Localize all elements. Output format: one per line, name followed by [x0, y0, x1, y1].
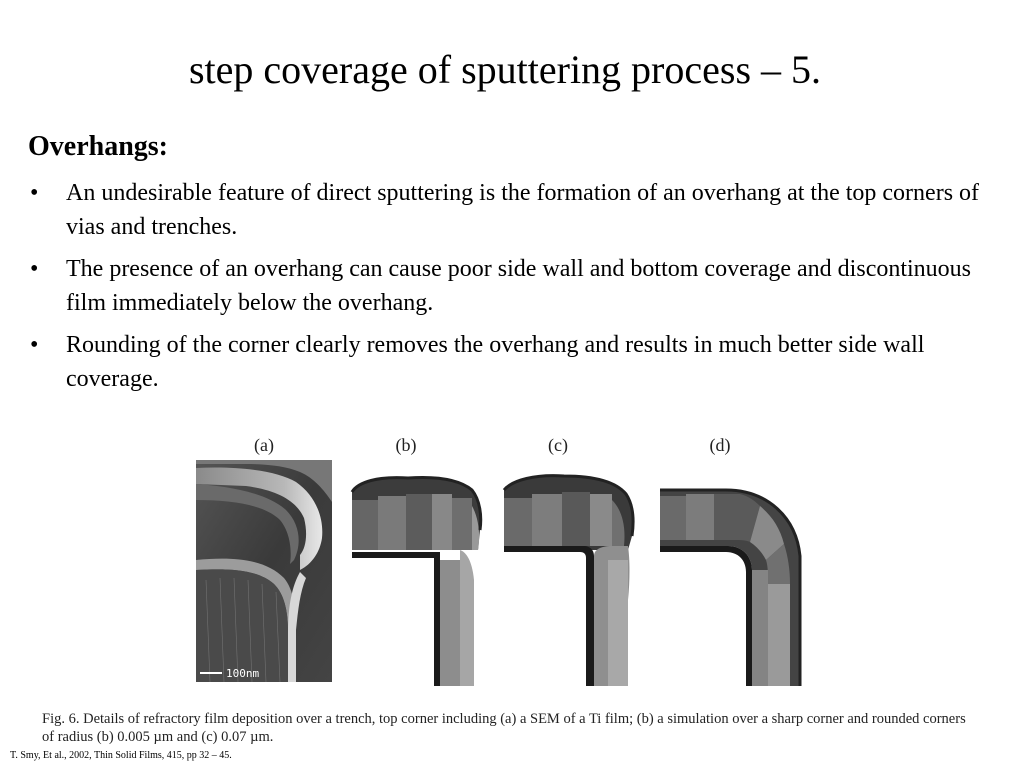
bullet-marker: • [30, 332, 39, 358]
panel-label-d: (d) [709, 435, 731, 455]
panel-label-a: (a) [254, 435, 274, 455]
reference-citation: T. Smy, Et al., 2002, Thin Solid Films, 415, pp 32 – 45. [10, 750, 232, 761]
bullet-item [28, 328, 993, 396]
bullet-list [28, 176, 993, 404]
figure-caption: Fig. 6. Details of refractory film deposition over a trench, top corner including (a) a SEM of a Ti film; (b) a simulation over a sharp corner and rounded corners of radius (b) 0.005 µm and (c) 0.07 µm. [42, 711, 966, 745]
bullet-text: The presence of an overhang can cause poor side wall and bottom coverage and discontinuous film immediately below the overhang. [66, 256, 972, 316]
panel-label-c: (c) [548, 435, 568, 455]
bullet-marker: • [30, 180, 39, 206]
trench-deposition-figure [190, 430, 820, 690]
bullet-item [28, 252, 993, 320]
simulation-panel-sharp-corner [348, 460, 498, 686]
bullet-text: An undesirable feature of direct sputtering is the formation of an overhang at the top corners of vias and trenches. [66, 180, 980, 240]
slide-title: step coverage of sputtering process – 5. [188, 47, 822, 92]
panel-label-b: (b) [395, 435, 417, 455]
simulation-panel-radius-007 [656, 460, 806, 686]
bullet-text: Rounding of the corner clearly removes the overhang and results in much better side wall coverage. [66, 332, 925, 392]
bullet-item [28, 176, 993, 244]
scale-bar-label: 100nm [226, 667, 260, 680]
simulation-panel-radius-0005 [500, 460, 650, 686]
sem-image-panel [196, 460, 332, 682]
bullet-marker: • [30, 256, 39, 282]
section-heading: Overhangs: [28, 131, 168, 162]
